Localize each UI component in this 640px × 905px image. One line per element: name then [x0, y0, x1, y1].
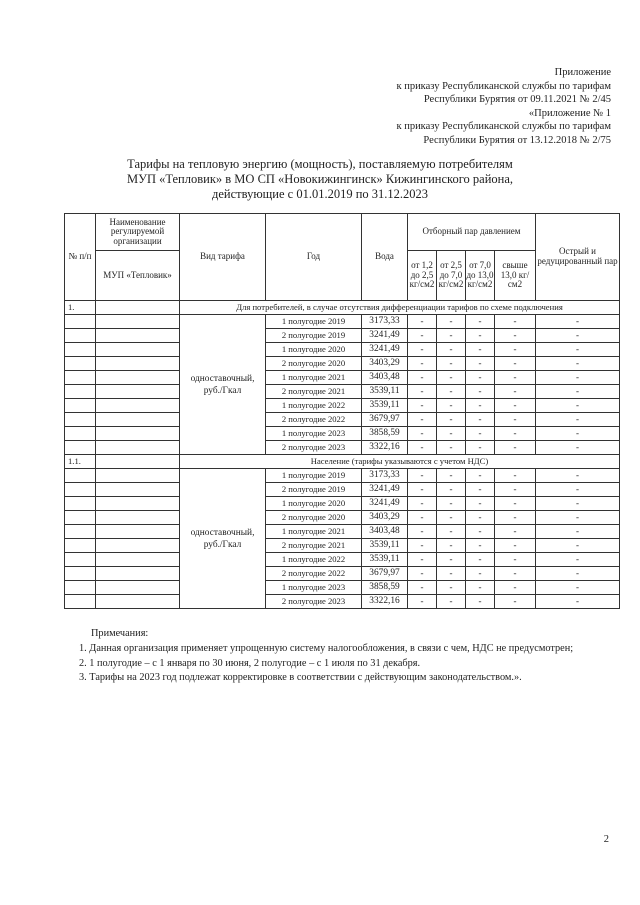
water-price-cell: 3403,48	[362, 371, 408, 385]
empty-price-cell: -	[408, 497, 437, 511]
row-number-cell	[65, 413, 96, 427]
empty-price-cell: -	[536, 441, 620, 455]
table-row	[65, 497, 620, 511]
row-number-cell	[65, 553, 96, 567]
empty-price-cell: -	[408, 511, 437, 525]
row-org-cell	[96, 511, 180, 525]
empty-price-cell: -	[466, 539, 495, 553]
period-cell: 1 полугодие 2023	[266, 427, 362, 441]
row-number-cell	[65, 399, 96, 413]
empty-price-cell: -	[408, 385, 437, 399]
empty-price-cell: -	[408, 427, 437, 441]
empty-price-cell: -	[536, 315, 620, 329]
header-line: Приложение	[554, 67, 611, 78]
empty-price-cell: -	[408, 525, 437, 539]
period-cell: 1 полугодие 2021	[266, 371, 362, 385]
empty-price-cell: -	[536, 371, 620, 385]
row-org-cell	[96, 525, 180, 539]
empty-price-cell: -	[495, 315, 536, 329]
row-number-cell	[65, 511, 96, 525]
row-number-cell	[65, 427, 96, 441]
header-sharp-steam: Острый и редуцированный пар	[536, 214, 620, 301]
empty-price-cell: -	[408, 483, 437, 497]
empty-price-cell: -	[466, 595, 495, 609]
empty-price-cell: -	[466, 497, 495, 511]
row-number-cell	[65, 525, 96, 539]
header-organization: Наименование регулируемой организации	[96, 214, 180, 251]
empty-price-cell: -	[408, 413, 437, 427]
empty-price-cell: -	[437, 427, 466, 441]
empty-price-cell: -	[466, 581, 495, 595]
empty-price-cell: -	[408, 469, 437, 483]
empty-price-cell: -	[536, 511, 620, 525]
empty-price-cell: -	[466, 469, 495, 483]
table-row	[65, 539, 620, 553]
header-tariff-type: Вид тарифа	[180, 214, 266, 301]
empty-price-cell: -	[495, 595, 536, 609]
note-item: 1. Данная организация применяет упрощенную систему налогообложения, в связи с чем, НДС не предусмотрен;	[79, 642, 574, 654]
empty-price-cell: -	[536, 483, 620, 497]
row-number-cell	[65, 483, 96, 497]
empty-price-cell: -	[408, 357, 437, 371]
water-price-cell: 3403,48	[362, 525, 408, 539]
table-row	[65, 315, 620, 329]
table-row	[65, 469, 620, 483]
table-row	[65, 595, 620, 609]
period-cell: 2 полугодие 2019	[266, 483, 362, 497]
water-price-cell: 3173,33	[362, 315, 408, 329]
row-number-cell	[65, 469, 96, 483]
header-steam-range: от 7,0 до 13,0 кг/см2	[466, 251, 495, 301]
section-number: 1.	[65, 301, 96, 315]
empty-price-cell: -	[408, 581, 437, 595]
row-org-cell	[96, 553, 180, 567]
period-cell: 1 полугодие 2019	[266, 469, 362, 483]
row-number-cell	[65, 357, 96, 371]
table-row	[65, 441, 620, 455]
empty-price-cell: -	[466, 553, 495, 567]
empty-price-cell: -	[536, 385, 620, 399]
empty-price-cell: -	[495, 553, 536, 567]
empty-price-cell: -	[495, 441, 536, 455]
empty-price-cell: -	[408, 441, 437, 455]
row-org-cell	[96, 581, 180, 595]
period-cell: 2 полугодие 2020	[266, 511, 362, 525]
empty-price-cell: -	[437, 511, 466, 525]
empty-price-cell: -	[495, 385, 536, 399]
period-cell: 1 полугодие 2019	[266, 315, 362, 329]
header-line: Республики Бурятия от 13.12.2018 № 2/75	[423, 134, 611, 146]
water-price-cell: 3241,49	[362, 329, 408, 343]
row-org-cell	[96, 399, 180, 413]
notes-heading: Примечания:	[91, 628, 149, 639]
title-line: действующие с 01.01.2019 по 31.12.2023	[211, 187, 429, 201]
table-row	[65, 511, 620, 525]
header-org-name: МУП «Тепловик»	[96, 251, 180, 301]
table-row	[65, 427, 620, 441]
empty-price-cell: -	[536, 427, 620, 441]
header-steam-range: от 2,5 до 7,0 кг/см2	[437, 251, 466, 301]
period-cell: 2 полугодие 2022	[266, 413, 362, 427]
water-price-cell: 3858,59	[362, 427, 408, 441]
header-line: «Приложение № 1	[528, 107, 611, 119]
page-number: 2	[603, 834, 609, 845]
empty-price-cell: -	[437, 483, 466, 497]
row-number-cell	[65, 441, 96, 455]
water-price-cell: 3322,16	[362, 595, 408, 609]
table-row	[65, 581, 620, 595]
period-cell: 1 полугодие 2021	[266, 525, 362, 539]
header-year: Год	[266, 214, 362, 301]
section-number: 1.1.	[65, 455, 96, 469]
row-org-cell	[96, 483, 180, 497]
empty-price-cell: -	[466, 441, 495, 455]
empty-price-cell: -	[536, 329, 620, 343]
empty-price-cell: -	[437, 469, 466, 483]
empty-price-cell: -	[495, 343, 536, 357]
period-cell: 1 полугодие 2020	[266, 497, 362, 511]
period-cell: 2 полугодие 2020	[266, 357, 362, 371]
empty-price-cell: -	[466, 567, 495, 581]
empty-price-cell: -	[437, 329, 466, 343]
water-price-cell: 3679,97	[362, 567, 408, 581]
water-price-cell: 3403,29	[362, 511, 408, 525]
empty-price-cell: -	[437, 385, 466, 399]
empty-price-cell: -	[466, 399, 495, 413]
row-number-cell	[65, 497, 96, 511]
empty-price-cell: -	[495, 413, 536, 427]
empty-price-cell: -	[466, 371, 495, 385]
header-line: к приказу Республиканской службы по тарифам	[396, 80, 611, 92]
empty-price-cell: -	[437, 315, 466, 329]
empty-price-cell: -	[495, 539, 536, 553]
period-cell: 2 полугодие 2022	[266, 567, 362, 581]
empty-price-cell: -	[437, 399, 466, 413]
row-number-cell	[65, 385, 96, 399]
row-org-cell	[96, 469, 180, 483]
empty-price-cell: -	[408, 595, 437, 609]
empty-price-cell: -	[536, 497, 620, 511]
header-steam-range: свыше 13,0 кг/см2	[495, 251, 536, 301]
tariff-type-cell: одноставочный, руб./Гкал	[180, 469, 266, 609]
water-price-cell: 3241,49	[362, 483, 408, 497]
header-number: № п/п	[65, 214, 96, 301]
empty-price-cell: -	[408, 329, 437, 343]
water-price-cell: 3539,11	[362, 385, 408, 399]
section-title: Для потребителей, в случае отсутствия дифференциации тарифов по схеме подключения	[180, 301, 620, 315]
empty-price-cell: -	[466, 511, 495, 525]
header-line: Республики Бурятия от 09.11.2021 № 2/45	[423, 94, 611, 106]
title-line: МУП «Тепловик» в МО СП «Новокижингинск» Кижингинского района,	[126, 172, 514, 186]
empty-price-cell: -	[408, 315, 437, 329]
period-cell: 1 полугодие 2020	[266, 343, 362, 357]
row-org-cell	[96, 539, 180, 553]
table-row	[65, 567, 620, 581]
section-row	[65, 455, 620, 469]
table-row	[65, 329, 620, 343]
row-org-cell	[96, 329, 180, 343]
note-item: 3. Тарифы на 2023 год подлежат корректировке в соответствии с действующим законодательством.».	[79, 672, 522, 684]
header-water: Вода	[362, 214, 408, 301]
empty-price-cell: -	[536, 343, 620, 357]
water-price-cell: 3403,29	[362, 357, 408, 371]
appendix-header	[396, 66, 611, 148]
row-number-cell	[65, 539, 96, 553]
water-price-cell: 3539,11	[362, 553, 408, 567]
row-number-cell	[65, 595, 96, 609]
row-org-cell	[96, 315, 180, 329]
period-cell: 2 полугодие 2021	[266, 385, 362, 399]
row-number-cell	[65, 329, 96, 343]
water-price-cell: 3679,97	[362, 413, 408, 427]
period-cell: 2 полугодие 2023	[266, 595, 362, 609]
table-row	[65, 525, 620, 539]
empty-price-cell: -	[466, 357, 495, 371]
empty-price-cell: -	[536, 553, 620, 567]
empty-price-cell: -	[466, 329, 495, 343]
row-org-cell	[96, 567, 180, 581]
document-title	[0, 157, 640, 202]
period-cell: 1 полугодие 2022	[266, 553, 362, 567]
empty-price-cell: -	[495, 371, 536, 385]
empty-price-cell: -	[536, 539, 620, 553]
water-price-cell: 3322,16	[362, 441, 408, 455]
water-price-cell: 3241,49	[362, 497, 408, 511]
row-number-cell	[65, 315, 96, 329]
empty-price-cell: -	[536, 525, 620, 539]
water-price-cell: 3858,59	[362, 581, 408, 595]
row-org-cell	[96, 371, 180, 385]
title-line: Тарифы на тепловую энергию (мощность), поставляемую потребителям	[127, 157, 513, 171]
empty-price-cell: -	[495, 427, 536, 441]
empty-price-cell: -	[536, 469, 620, 483]
empty-price-cell: -	[437, 497, 466, 511]
empty-price-cell: -	[466, 427, 495, 441]
empty-price-cell: -	[437, 539, 466, 553]
period-cell: 2 полугодие 2023	[266, 441, 362, 455]
row-org-cell	[96, 497, 180, 511]
empty-price-cell: -	[495, 357, 536, 371]
table-row	[65, 357, 620, 371]
row-org-cell	[96, 385, 180, 399]
empty-price-cell: -	[495, 581, 536, 595]
row-number-cell	[65, 581, 96, 595]
table-row	[65, 483, 620, 497]
empty-price-cell: -	[437, 371, 466, 385]
section-org-cell	[96, 301, 180, 315]
row-org-cell	[96, 343, 180, 357]
empty-price-cell: -	[437, 567, 466, 581]
empty-price-cell: -	[466, 525, 495, 539]
section-row	[65, 301, 620, 315]
empty-price-cell: -	[408, 539, 437, 553]
row-number-cell	[65, 371, 96, 385]
empty-price-cell: -	[437, 581, 466, 595]
row-number-cell	[65, 343, 96, 357]
empty-price-cell: -	[495, 483, 536, 497]
row-number-cell	[65, 567, 96, 581]
table-row	[65, 399, 620, 413]
water-price-cell: 3173,33	[362, 469, 408, 483]
period-cell: 1 полугодие 2023	[266, 581, 362, 595]
empty-price-cell: -	[437, 525, 466, 539]
empty-price-cell: -	[495, 497, 536, 511]
notes	[64, 627, 614, 686]
empty-price-cell: -	[536, 595, 620, 609]
water-price-cell: 3241,49	[362, 343, 408, 357]
row-org-cell	[96, 357, 180, 371]
empty-price-cell: -	[437, 553, 466, 567]
empty-price-cell: -	[495, 329, 536, 343]
water-price-cell: 3539,11	[362, 399, 408, 413]
tariff-table	[64, 213, 620, 609]
empty-price-cell: -	[466, 315, 495, 329]
empty-price-cell: -	[466, 343, 495, 357]
row-org-cell	[96, 413, 180, 427]
empty-price-cell: -	[495, 511, 536, 525]
header-steam-range: от 1,2 до 2,5 кг/см2	[408, 251, 437, 301]
empty-price-cell: -	[536, 581, 620, 595]
empty-price-cell: -	[437, 413, 466, 427]
empty-price-cell: -	[536, 357, 620, 371]
empty-price-cell: -	[495, 567, 536, 581]
row-org-cell	[96, 595, 180, 609]
section-title: Население (тарифы указываются с учетом НДС)	[180, 455, 620, 469]
table-row	[65, 371, 620, 385]
table-row	[65, 343, 620, 357]
period-cell: 2 полугодие 2019	[266, 329, 362, 343]
empty-price-cell: -	[408, 399, 437, 413]
header-steam: Отборный пар давлением	[408, 214, 536, 251]
table-row	[65, 385, 620, 399]
table-row	[65, 553, 620, 567]
period-cell: 2 полугодие 2021	[266, 539, 362, 553]
table-row	[65, 413, 620, 427]
row-org-cell	[96, 441, 180, 455]
empty-price-cell: -	[466, 413, 495, 427]
tariff-type-cell: одноставочный, руб./Гкал	[180, 315, 266, 455]
empty-price-cell: -	[408, 567, 437, 581]
row-org-cell	[96, 427, 180, 441]
empty-price-cell: -	[408, 553, 437, 567]
empty-price-cell: -	[437, 595, 466, 609]
empty-price-cell: -	[466, 483, 495, 497]
empty-price-cell: -	[536, 413, 620, 427]
empty-price-cell: -	[437, 357, 466, 371]
period-cell: 1 полугодие 2022	[266, 399, 362, 413]
empty-price-cell: -	[536, 567, 620, 581]
header-line: к приказу Республиканской службы по тарифам	[396, 121, 611, 133]
empty-price-cell: -	[408, 343, 437, 357]
note-item: 2. 1 полугодие – с 1 января по 30 июня, 2 полугодие – с 1 июля по 31 декабря.	[79, 657, 421, 669]
section-org-cell	[96, 455, 180, 469]
empty-price-cell: -	[408, 371, 437, 385]
empty-price-cell: -	[466, 385, 495, 399]
empty-price-cell: -	[495, 469, 536, 483]
empty-price-cell: -	[536, 399, 620, 413]
empty-price-cell: -	[495, 399, 536, 413]
water-price-cell: 3539,11	[362, 539, 408, 553]
empty-price-cell: -	[437, 343, 466, 357]
empty-price-cell: -	[495, 525, 536, 539]
empty-price-cell: -	[437, 441, 466, 455]
